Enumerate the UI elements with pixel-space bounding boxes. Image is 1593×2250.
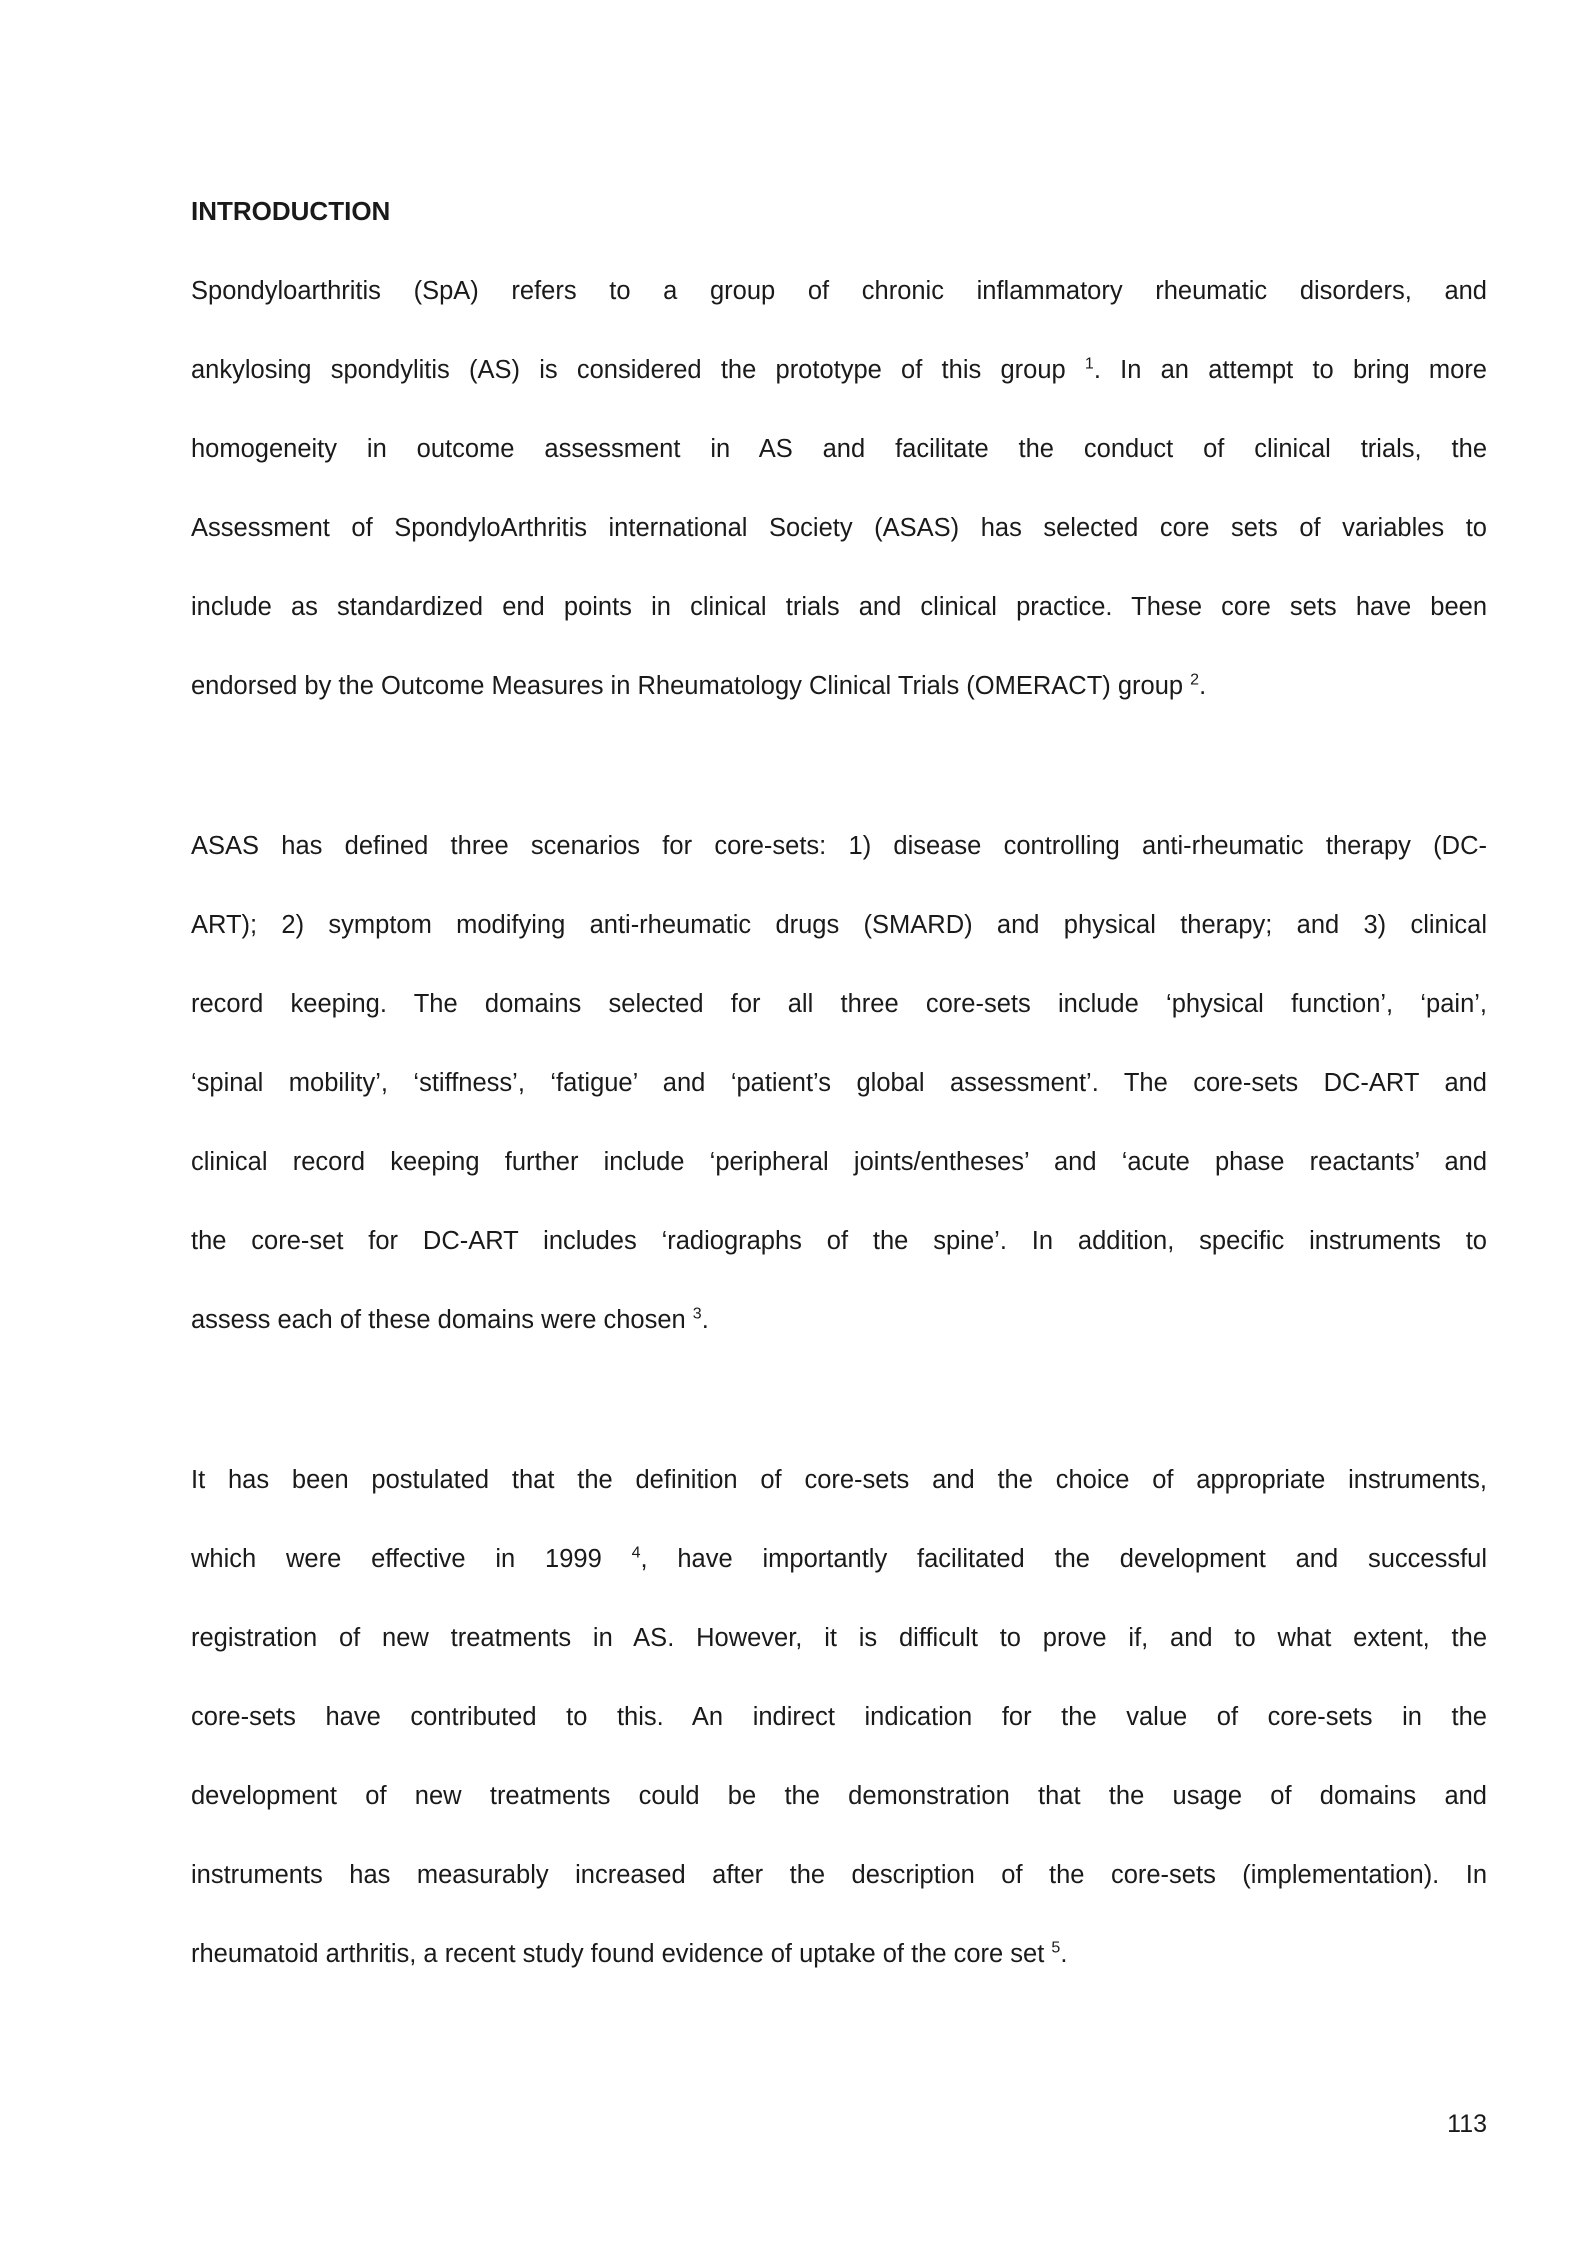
text-line — [191, 271, 1487, 350]
line-text: clinical record keeping further include ‘peripheral joints/entheses’ and ‘acute phase reactants’ and — [191, 1148, 1487, 1176]
text-line — [191, 1618, 1487, 1697]
text-line — [191, 1221, 1487, 1300]
page-number: 113 — [1447, 2110, 1487, 2138]
text-line — [191, 1697, 1487, 1776]
line-text: which were effective in 1999 — [191, 1545, 632, 1573]
line-text: instruments has measurably increased after the description of the core-sets (implementation). In — [191, 1861, 1487, 1889]
line-text: development of new treatments could be the demonstration that the usage of domains and — [191, 1782, 1487, 1810]
section-heading: INTRODUCTION — [191, 196, 391, 226]
citation-superscript: 1 — [1084, 355, 1094, 373]
text-line — [191, 905, 1487, 984]
text-line — [191, 429, 1487, 508]
text-line — [191, 1934, 1487, 2013]
line-text: It has been postulated that the definition of core-sets and the choice of appropriate instruments, — [191, 1466, 1487, 1494]
line-text: ART); 2) symptom modifying anti-rheumatic drugs (SMARD) and physical therapy; and 3) clinical — [191, 911, 1487, 939]
line-text: . — [1199, 672, 1207, 700]
line-text: ankylosing spondylitis (AS) is considered the prototype of this group — [191, 356, 1085, 384]
text-line — [191, 350, 1487, 429]
text-line — [191, 508, 1487, 587]
text-line — [191, 1460, 1487, 1539]
line-text: ‘spinal mobility’, ‘stiffness’, ‘fatigue’ and ‘patient’s global assessment’. The core-sets DC-ART and — [191, 1069, 1487, 1097]
text-line — [191, 1776, 1487, 1855]
line-text: . — [701, 1306, 709, 1334]
line-text: Assessment of SpondyloArthritis international Society (ASAS) has selected core sets of variables to — [191, 514, 1487, 542]
line-text: core-sets have contributed to this. An indirect indication for the value of core-sets in the — [191, 1703, 1487, 1731]
line-text: record keeping. The domains selected for all three core-sets include ‘physical function’, ‘pain’, — [191, 990, 1487, 1018]
line-text: ASAS has defined three scenarios for core-sets: 1) disease controlling anti-rheumatic therapy (DC- — [191, 832, 1487, 860]
text-line — [191, 1063, 1487, 1142]
line-text: , have importantly facilitated the development and successful — [640, 1545, 1488, 1573]
line-text: Spondyloarthritis (SpA) refers to a group of chronic inflammatory rheumatic disorders, and — [191, 277, 1487, 305]
citation-superscript: 4 — [631, 1544, 641, 1562]
text-line — [191, 984, 1487, 1063]
line-text: . — [1060, 1940, 1068, 1968]
text-line — [191, 826, 1487, 905]
line-text: include as standardized end points in clinical trials and clinical practice. These core sets have been — [191, 593, 1487, 621]
paragraph-3 — [191, 1460, 1487, 2013]
paragraph-2 — [191, 826, 1487, 1379]
citation-superscript: 5 — [1051, 1939, 1061, 1957]
text-line — [191, 1142, 1487, 1221]
text-line — [191, 1300, 1487, 1379]
text-line — [191, 587, 1487, 666]
line-text: registration of new treatments in AS. However, it is difficult to prove if, and to what extent, the — [191, 1624, 1487, 1652]
line-text: rheumatoid arthritis, a recent study found evidence of uptake of the core set — [191, 1940, 1052, 1968]
text-line — [191, 1855, 1487, 1934]
text-line — [191, 666, 1487, 745]
line-text: homogeneity in outcome assessment in AS and facilitate the conduct of clinical trials, the — [191, 435, 1487, 463]
paragraph-1 — [191, 271, 1487, 745]
line-text: the core-set for DC-ART includes ‘radiographs of the spine’. In addition, specific instruments to — [191, 1227, 1487, 1255]
text-line — [191, 1539, 1487, 1618]
line-text: assess each of these domains were chosen — [191, 1306, 693, 1334]
citation-superscript: 3 — [692, 1305, 702, 1323]
line-text: endorsed by the Outcome Measures in Rheumatology Clinical Trials (OMERACT) group — [191, 672, 1191, 700]
line-text: . In an attempt to bring more — [1093, 356, 1487, 384]
citation-superscript: 2 — [1190, 671, 1200, 689]
